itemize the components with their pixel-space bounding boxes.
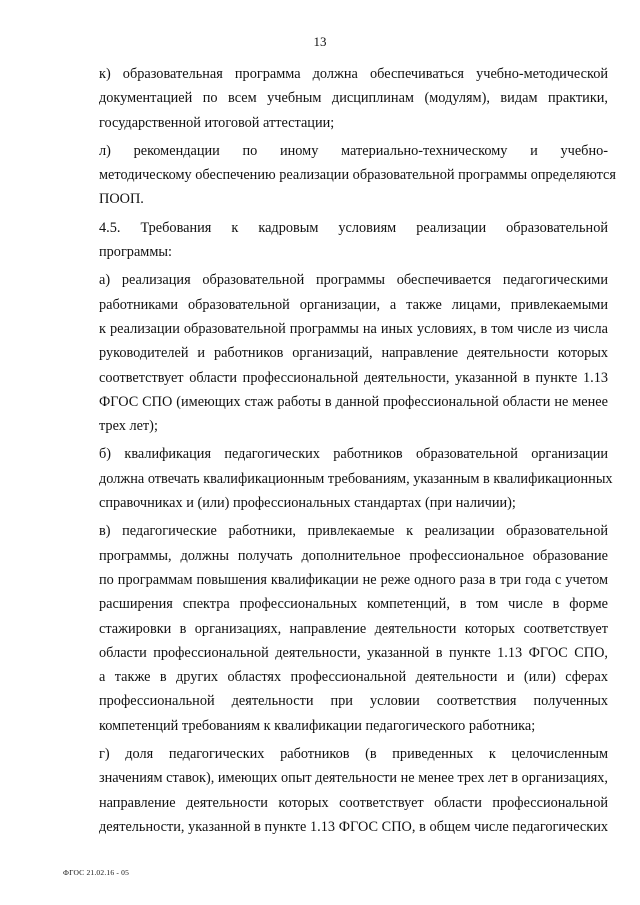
paragraph: [63, 62, 608, 135]
text-line: 4.5. Требования к кадровым условиям реализации образовательной: [99, 219, 608, 236]
text-line: а) реализация образовательной программы обеспечивается педагогическими: [99, 272, 608, 289]
text-line: руководителей и работников организаций, направление деятельности которых: [99, 345, 608, 362]
text-line: г) доля педагогических работников (в приведенных к целочисленным: [99, 746, 608, 763]
paragraph: [63, 216, 608, 265]
text-line: справочниках и (или) профессиональных стандартах (при наличии);: [99, 495, 516, 512]
footer-code: ФГОС 21.02.16 - 05: [63, 868, 130, 877]
paragraph: [63, 268, 608, 438]
text-line: методическому обеспечению реализации образовательной программы определяются: [99, 167, 616, 184]
text-line: л) рекомендации по иному материально-техническому и учебно-: [99, 142, 608, 159]
text-line: ФГОС СПО (имеющих стаж работы в данной профессиональной области не менее: [99, 393, 608, 410]
text-line: профессиональной деятельности при условии соответствия полученных: [99, 693, 608, 710]
text-line: в) педагогические работники, привлекаемые к реализации образовательной: [99, 523, 608, 540]
paragraph: [63, 442, 613, 515]
paragraph: [63, 519, 608, 738]
text-line: а также в других областях профессиональной деятельности и (или) сферах: [99, 669, 608, 686]
text-line: должна отвечать квалификационным требованиям, указанным в квалификационных: [99, 470, 613, 487]
text-line: трех лет);: [99, 418, 158, 435]
text-line: значениям ставок), имеющих опыт деятельности не менее трех лет в организациях,: [99, 770, 608, 787]
text-line: ПООП.: [99, 191, 144, 208]
text-line: программы:: [99, 244, 172, 261]
text-line: к) образовательная программа должна обеспечиваться учебно-методической: [99, 66, 608, 82]
paragraph: [63, 742, 608, 839]
text-line: стажировки в организациях, направление деятельности которых соответствует: [99, 620, 608, 637]
text-line: б) квалификация педагогических работников образовательной организации: [99, 446, 608, 463]
text-line: к реализации образовательной программы на иных условиях, в том числе из числа: [99, 320, 608, 337]
text-line: компетенций требованиям к квалификации педагогического работника;: [99, 717, 536, 734]
text-line: деятельности, указанной в пункте 1.13 ФГОС СПО, в общем числе педагогических: [99, 818, 608, 835]
page-number: 13: [313, 34, 327, 49]
text-line: программы, должны получать дополнительное профессиональное образование: [99, 547, 608, 564]
text-line: области профессиональной деятельности, указанной в пункте 1.13 ФГОС СПО,: [99, 644, 608, 661]
text-line: по программам повышения квалификации не реже одного раза в три года с учетом: [99, 571, 608, 588]
text-line: работниками образовательной организации, а также лицами, привлекаемыми: [99, 296, 608, 313]
text-line: расширения спектра профессиональных компетенций, в том числе в форме: [99, 596, 608, 613]
text-line: государственной итоговой аттестации;: [99, 114, 335, 131]
text-line: соответствует области профессиональной деятельности, указанной в пункте 1.13: [99, 369, 608, 386]
paragraph: [63, 139, 616, 212]
document-body: [63, 62, 616, 843]
text-line: документацией по всем учебным дисциплинам (модулям), видам практики,: [99, 90, 608, 107]
text-line: направление деятельности которых соответствует области профессиональной: [99, 794, 608, 811]
